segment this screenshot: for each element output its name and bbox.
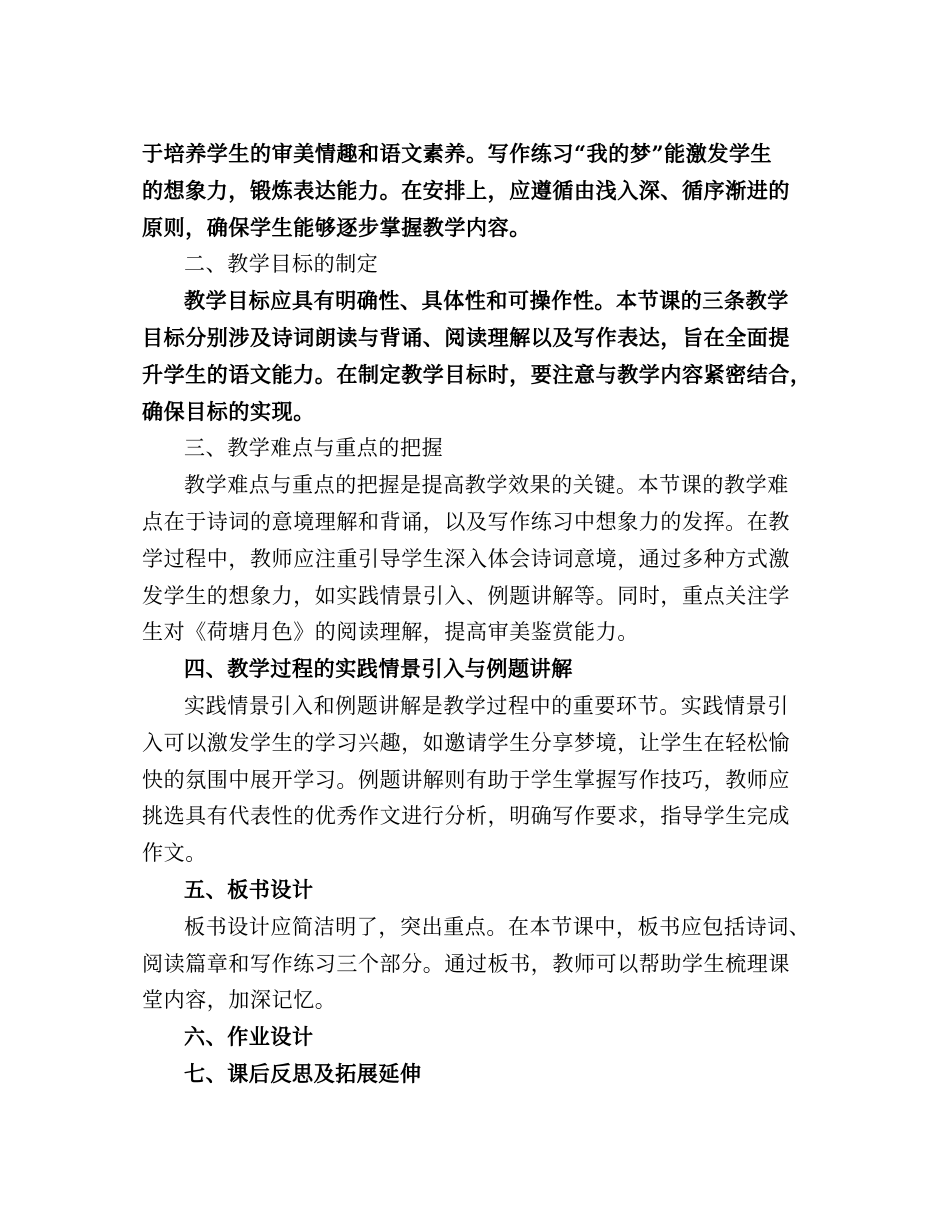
paragraph-teaching-process: [142, 688, 802, 872]
paragraph-line: 教学难点与重点的把握是提高教学效果的关键。本节课的教学难: [184, 473, 789, 498]
paragraph-line: 于培养学生的审美情趣和语文素养。写作练习“我的梦”能激发学生: [142, 141, 773, 166]
heading-blackboard-design: 五、板书设计: [184, 876, 314, 902]
paragraph-line: 确保目标的实现。: [142, 398, 315, 424]
heading-teaching-process: 四、教学过程的实践情景引入与例题讲解: [184, 656, 573, 682]
heading-key-points: 三、教学难点与重点的把握: [184, 436, 444, 461]
paragraph-curriculum-arrangement: [142, 136, 802, 246]
paragraph-line: 学过程中，教师应注重引导学生深入体会诗词意境，通过多种方式激: [142, 546, 790, 571]
paragraph-line: 快的氛围中展开学习。例题讲解则有助于学生掌握写作技巧，教师应: [142, 767, 790, 792]
paragraph-line: 教学目标应具有明确性、具体性和可操作性。本节课的三条教学: [184, 288, 789, 314]
paragraph-line: 堂内容，加深记忆。: [142, 988, 337, 1013]
paragraph-line: 目标分别涉及诗词朗读与背诵、阅读理解以及写作表达，旨在全面提: [142, 324, 790, 350]
paragraph-line: 作文。: [142, 841, 207, 866]
paragraph-line: 发学生的想象力，如实践情景引入、例题讲解等。同时，重点关注学: [142, 583, 790, 608]
paragraph-line: 挑选具有代表性的优秀作文进行分析，明确写作要求，指导学生完成: [142, 804, 790, 829]
paragraph-line: 原则，确保学生能够逐步掌握教学内容。: [142, 214, 531, 240]
paragraph-line: 实践情景引入和例题讲解是教学过程中的重要环节。实践情景引: [184, 693, 789, 718]
paragraph-line: 点在于诗词的意境理解和背诵，以及写作练习中想象力的发挥。在教: [142, 509, 790, 534]
heading-reflection-extension: 七、课后反思及拓展延伸: [184, 1060, 422, 1086]
document-body: [142, 136, 812, 1093]
paragraph-line: 生对《荷塘月色》的阅读理解，提高审美鉴赏能力。: [142, 620, 639, 645]
paragraph-teaching-goals: [142, 283, 812, 430]
paragraph-line: 阅读篇章和写作练习三个部分。通过板书，教师可以帮助学生梳理课: [142, 951, 790, 976]
heading-teaching-goals: 二、教学目标的制定: [184, 252, 379, 277]
paragraph-line: 入可以激发学生的学习兴趣，如邀请学生分享梦境，让学生在轻松愉: [142, 730, 790, 755]
heading-homework-design: 六、作业设计: [184, 1024, 314, 1050]
paragraph-line: 的想象力，锻炼表达能力。在安排上，应遵循由浅入深、循序渐进的: [142, 177, 790, 203]
paragraph-line: 升学生的语文能力。在制定教学目标时，要注意与教学内容紧密结合，: [142, 361, 812, 387]
paragraph-line: 板书设计应简洁明了，突出重点。在本节课中，板书应包括诗词、: [184, 914, 811, 939]
paragraph-key-points: [142, 467, 802, 651]
paragraph-blackboard-design: [142, 909, 811, 1019]
